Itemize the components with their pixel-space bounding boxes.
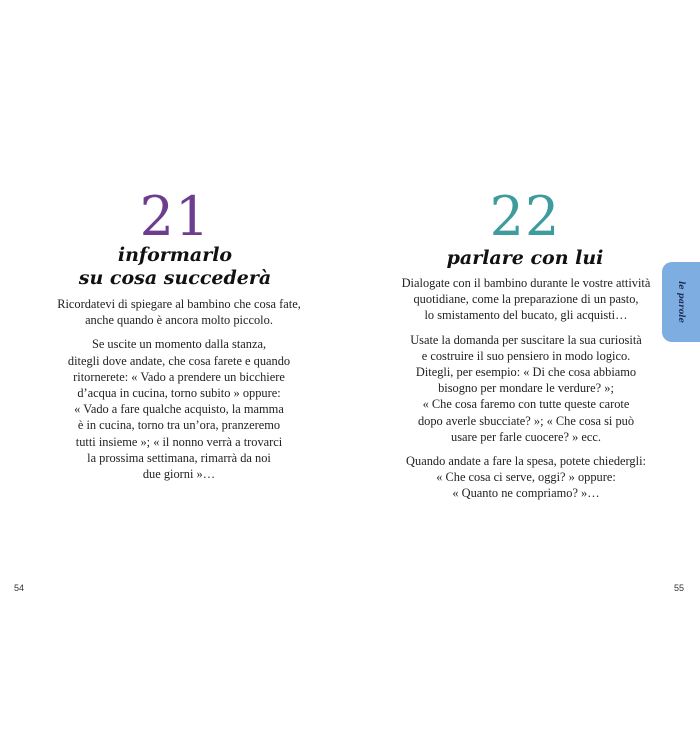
page-number-left: 54: [14, 583, 25, 593]
right-page: [350, 0, 700, 735]
section-title-21: [0, 244, 350, 290]
page-number-right: 55: [673, 583, 684, 593]
right-body: [376, 275, 676, 510]
side-tab-label: le parole: [676, 281, 686, 323]
left-body: [30, 296, 328, 490]
paragraph: Quando andate a fare la spesa, potete chiedergli: « Che cosa ci serve, oggi? » oppure: « Quanto ne compriamo? »…: [406, 454, 646, 501]
paragraph: Se uscite un momento dalla stanza, ditegli dove andate, che cosa farete e quando ritornerete: « Vado a prendere un bicchiere d’acqua in cucina, torno subito » oppure: « Vado a fare qualche acquisto, la mamma è in cucina, torno tra un’ora, pranzeremo tutti insieme »; « il nonno verrà a trovarci la prossima settimana, rimarrà da noi due giorni »…: [67, 337, 291, 482]
title-line-1: informarlo: [117, 244, 233, 266]
chapter-side-tab: [662, 262, 700, 342]
section-number-22: 22: [489, 185, 561, 248]
section-title-22: parlare con lui: [446, 247, 604, 269]
paragraph: Usate la domanda per suscitare la sua curiosità e costruire il suo pensiero in modo logico. Ditegli, per esempio: « Di che cosa abbiamo bisogno per mondare le verdure? »; « Che cosa faremo con tutte queste carote dopo averle sbucciate? »; « Che cosa si può usare per farle cuocere? » ecc.: [410, 332, 642, 444]
title-line-2: su cosa succederà: [78, 267, 272, 289]
paragraph: Dialogate con il bambino durante le vostre attività quotidiane, come la preparazione di un pasto, lo smistamento del bucato, gli acquisti…: [401, 276, 651, 323]
section-number-21: 21: [139, 185, 211, 248]
paragraph: Ricordatevi di spiegare al bambino che cosa fate, anche quando è ancora molto piccolo.: [57, 297, 301, 328]
